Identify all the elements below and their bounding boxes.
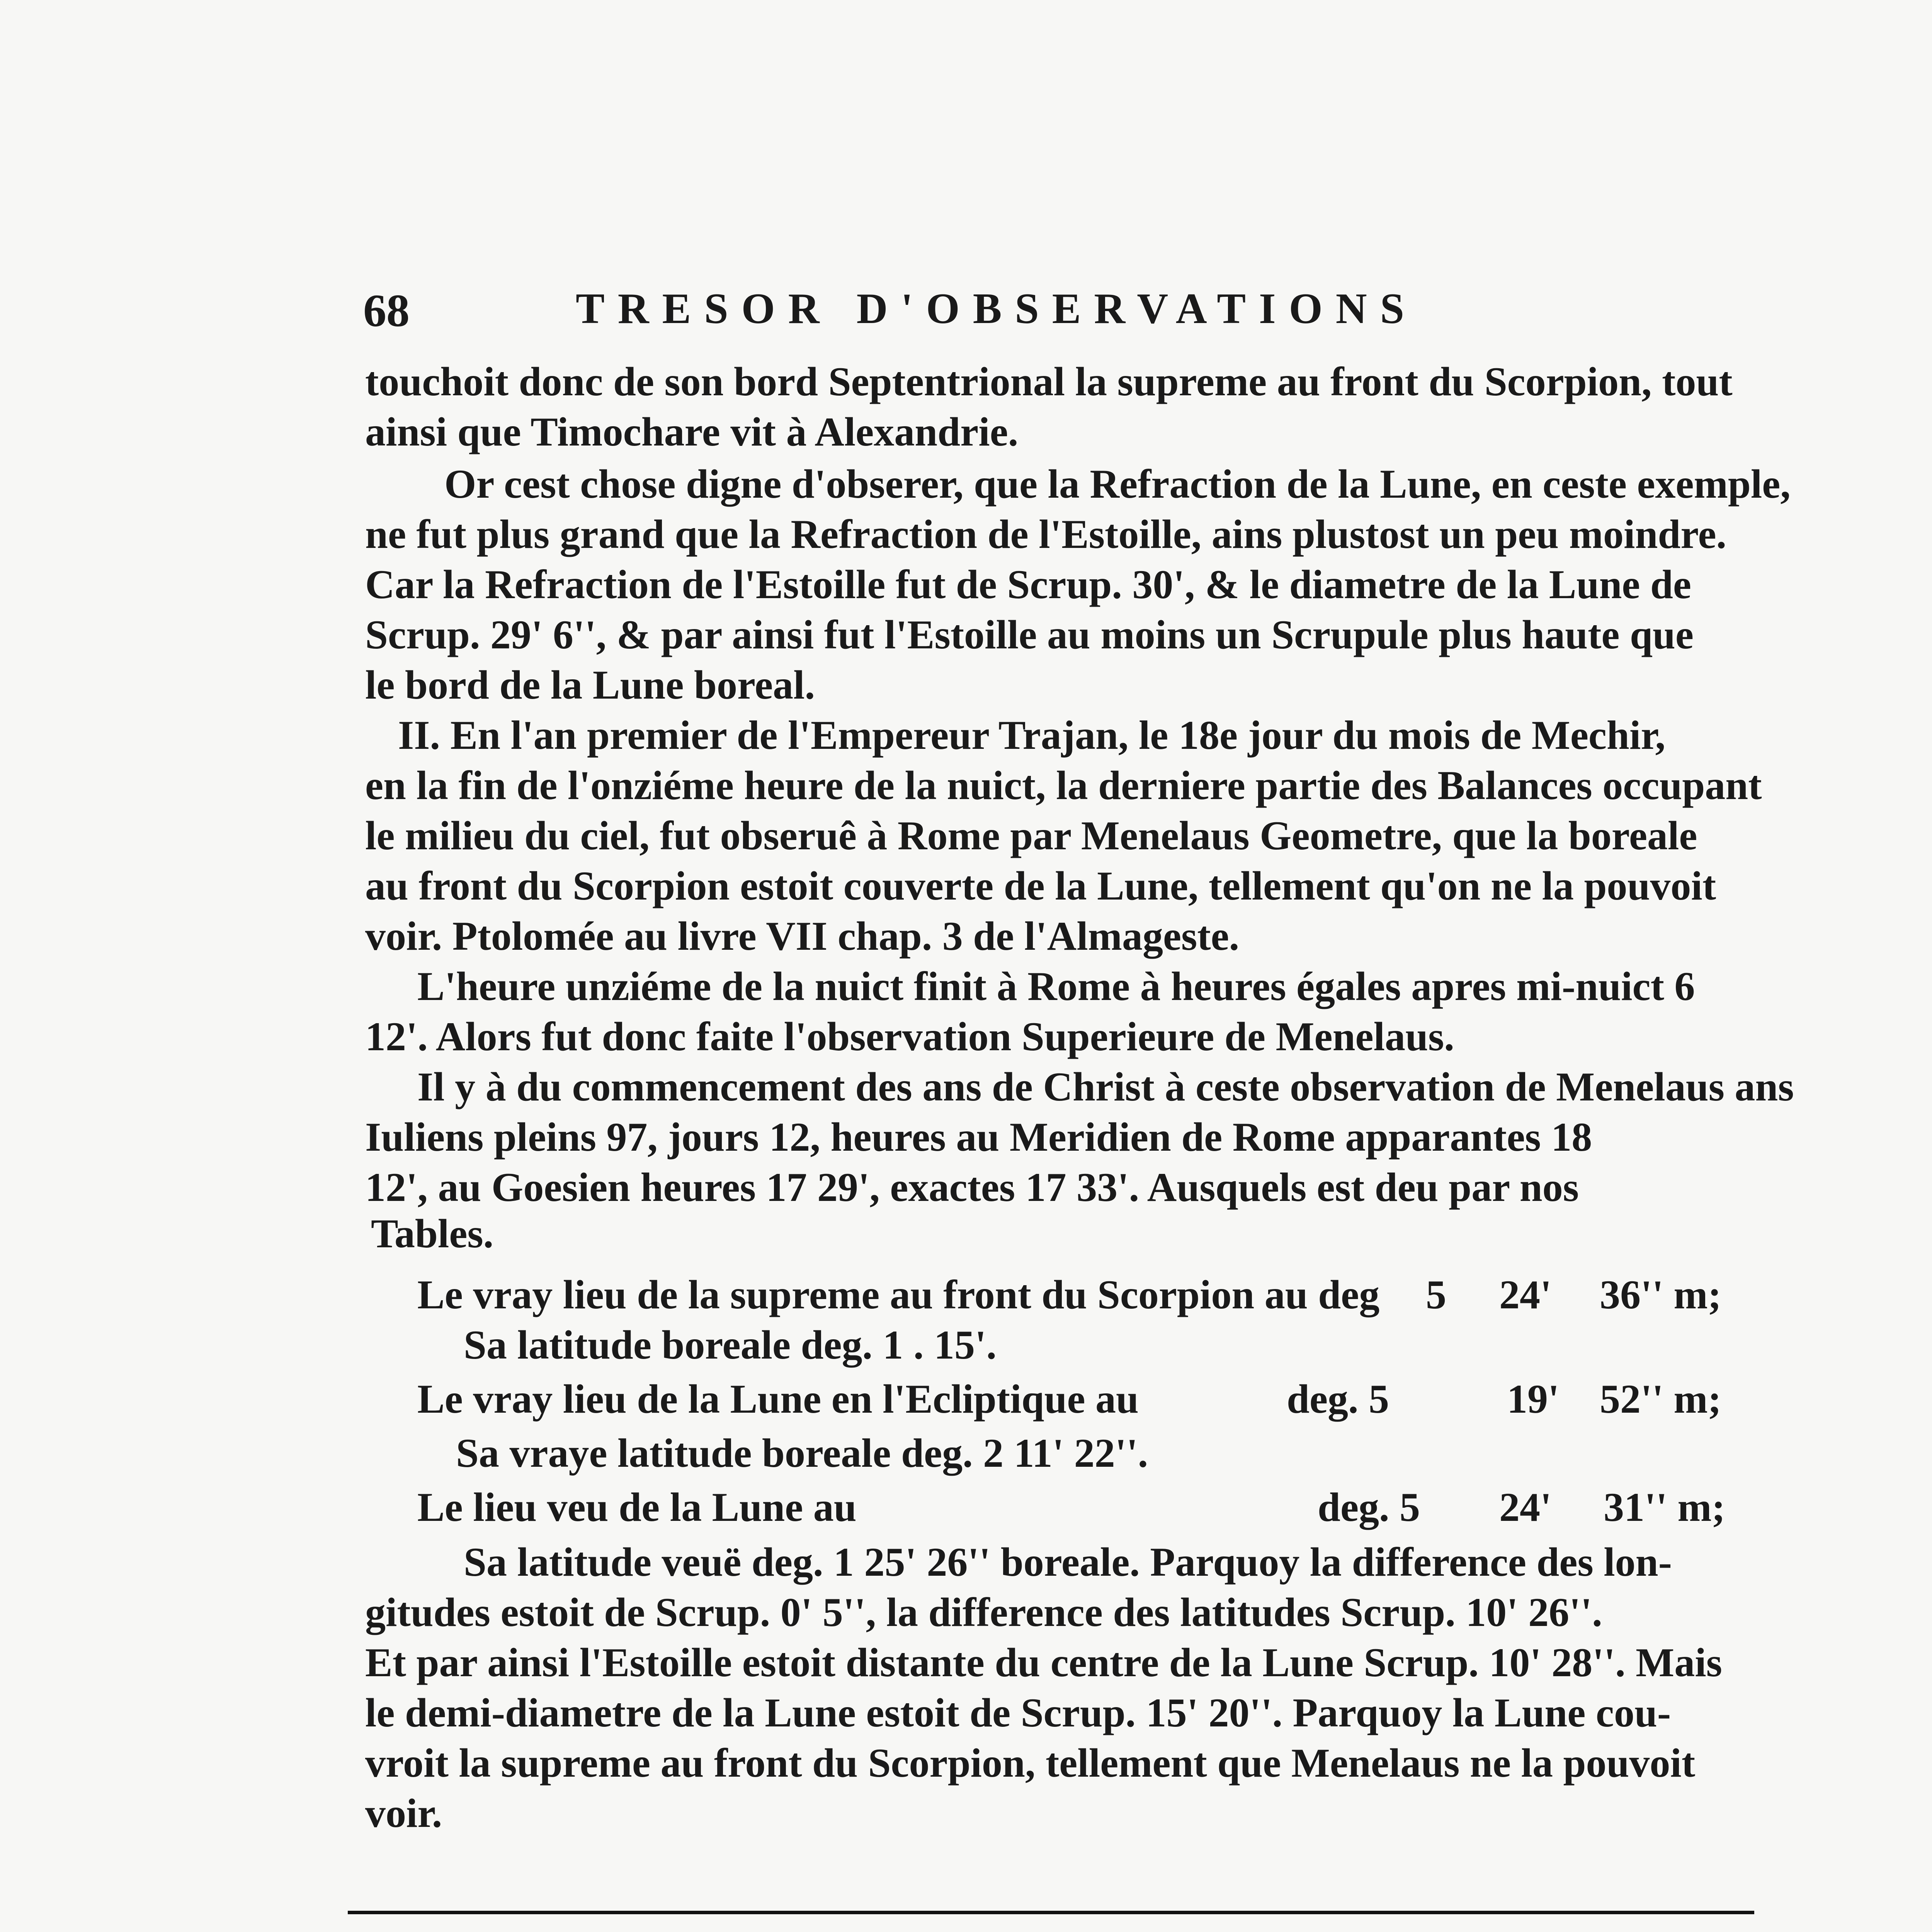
text-line: voir. Ptolomée au livre VII chap. 3 de l'Almageste. <box>365 913 1240 959</box>
table-row-label: Sa latitude boreale deg. 1 . 15'. <box>464 1322 997 1367</box>
text-line: vroit la supreme au front du Scorpion, tellement que Menelaus ne la pouvoit <box>365 1740 1696 1786</box>
table-cell: 5 <box>1426 1272 1446 1317</box>
running-title: TRESOR D'OBSERVATIONS <box>576 285 1417 333</box>
table-row-label: Sa vraye latitude boreale deg. 2 11' 22''. <box>456 1430 1148 1476</box>
text-line: au front du Scorpion estoit couverte de la Lune, tellement qu'on ne la pouvoit <box>365 863 1716 908</box>
table-cell: 19' <box>1507 1376 1560 1422</box>
text-line: Sa latitude veuë deg. 1 25' 26'' boreale. Parquoy la difference des lon- <box>464 1539 1672 1585</box>
table-row-label: Le vray lieu de la supreme au front du Scorpion au deg <box>417 1272 1380 1317</box>
table-cell: deg. 5 <box>1318 1485 1420 1530</box>
table-cell: 36'' m; <box>1600 1272 1721 1317</box>
text-line: en la fin de l'onziéme heure de la nuict, la derniere partie des Balances occupant <box>365 763 1762 808</box>
text-line: voir. <box>365 1791 442 1836</box>
text-line: le demi-diametre de la Lune estoit de Scrup. 15' 20''. Parquoy la Lune cou- <box>365 1690 1671 1735</box>
text-line: 12'. Alors fut donc faite l'observation Superieure de Menelaus. <box>365 1014 1454 1059</box>
table-cell: deg. 5 <box>1287 1376 1389 1422</box>
text-line: le bord de la Lune boreal. <box>365 662 815 707</box>
text-line: ainsi que Timochare vit à Alexandrie. <box>365 409 1019 454</box>
table-cell: 52'' m; <box>1600 1376 1721 1422</box>
text-line: L'heure unziéme de la nuict finit à Rome à heures égales apres mi-nuict 6 <box>417 964 1695 1009</box>
text-line: le milieu du ciel, fut obseruê à Rome par Menelaus Geometre, que la boreale <box>365 813 1697 858</box>
page-number: 68 <box>363 285 410 336</box>
text-line: Car la Refraction de l'Estoille fut de Scrup. 30', & le diametre de la Lune de <box>365 562 1691 607</box>
table-row-label: Le vray lieu de la Lune en l'Ecliptique au <box>417 1376 1139 1422</box>
text-line: touchoit donc de son bord Septentrional la supreme au front du Scorpion, tout <box>365 359 1733 404</box>
text-line: Et par ainsi l'Estoille estoit distante du centre de la Lune Scrup. 10' 28''. Mais <box>365 1640 1722 1685</box>
table-cell: 24' <box>1499 1485 1552 1530</box>
separator-rule <box>348 1911 1754 1914</box>
text-line: gitudes estoit de Scrup. 0' 5'', la difference des latitudes Scrup. 10' 26''. <box>365 1590 1602 1635</box>
table-cell: 31'' m; <box>1604 1485 1725 1530</box>
text-line: Tables. <box>371 1211 494 1256</box>
table-cell: 24' <box>1499 1272 1552 1317</box>
text-line: Iuliens pleins 97, jours 12, heures au Meridien de Rome apparantes 18 <box>365 1114 1592 1160</box>
text-line: Or cest chose digne d'obserer, que la Refraction de la Lune, en ceste exemple, <box>444 461 1791 507</box>
text-line: II. En l'an premier de l'Empereur Trajan, le 18e jour du mois de Mechir, <box>398 713 1666 758</box>
text-line: Il y à du commencement des ans de Christ à ceste observation de Menelaus ans <box>417 1064 1794 1109</box>
text-line: 12', au Goesien heures 17 29', exactes 17 33'. Ausquels est deu par nos <box>365 1165 1579 1210</box>
table-row-label: Le lieu veu de la Lune au <box>417 1485 857 1530</box>
text-line: ne fut plus grand que la Refraction de l'Estoille, ains plustost un peu moindre. <box>365 512 1727 557</box>
text-line: Scrup. 29' 6'', & par ainsi fut l'Estoille au moins un Scrupule plus haute que <box>365 612 1694 657</box>
